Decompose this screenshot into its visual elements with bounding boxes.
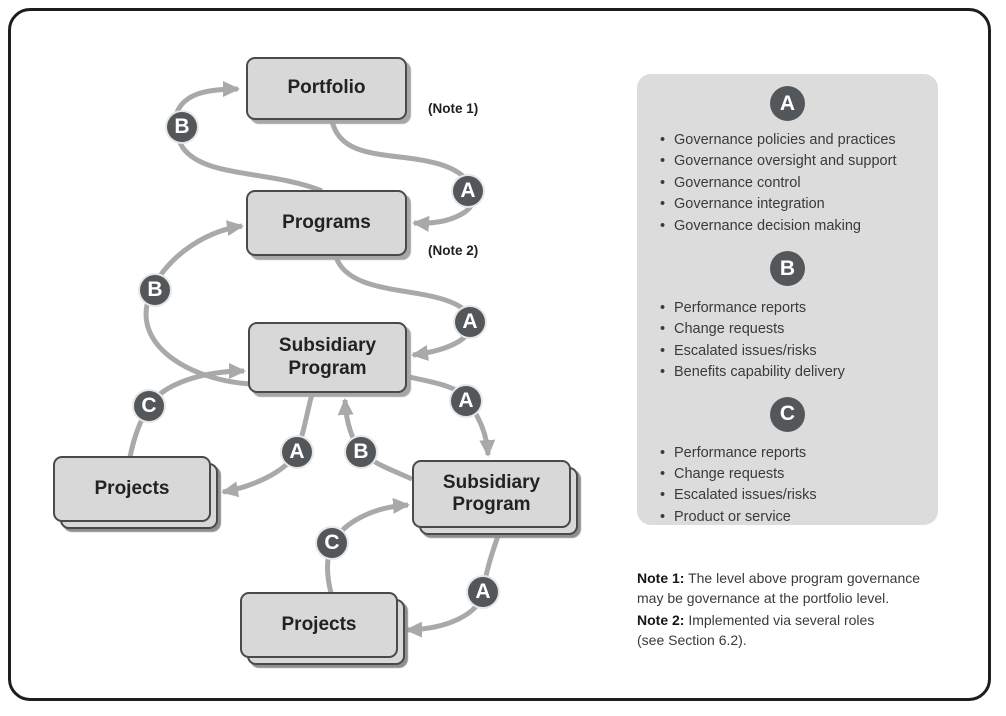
connector-label-b1: B — [165, 110, 199, 144]
legend-section-c — [637, 397, 938, 529]
legend-item: • Governance integration — [637, 194, 938, 215]
legend-list-b — [637, 298, 938, 384]
legend-item: • Governance policies and practices — [637, 130, 938, 151]
legend-item: • Escalated issues/risks — [637, 341, 938, 362]
note-1-line1: The level above program governance — [688, 570, 921, 586]
legend-item: • Performance reports — [637, 298, 938, 319]
node-programs: Programs — [246, 190, 407, 256]
legend-list-a — [637, 130, 938, 237]
note-2-label: Note 2: — [637, 612, 685, 628]
node-subsidiary-program-1: Subsidiary Program — [248, 322, 407, 393]
connector-label-a3: A — [449, 384, 483, 418]
legend-item: • Governance decision making — [637, 216, 938, 237]
connector-label-a1: A — [451, 174, 485, 208]
legend-section-b — [637, 251, 938, 384]
note2-reference: (Note 2) — [428, 243, 479, 258]
legend-item: • Change requests — [637, 464, 938, 485]
legend-panel — [637, 74, 938, 525]
connector-label-c1: C — [132, 389, 166, 423]
note-2-line1: Implemented via several roles — [688, 612, 875, 628]
legend-item: • Governance oversight and support — [637, 151, 938, 172]
connector-label-c2: C — [315, 526, 349, 560]
node-portfolio: Portfolio — [246, 57, 407, 120]
legend-badge-b: B — [770, 251, 805, 286]
legend-item: • Change requests — [637, 319, 938, 340]
node-subsidiary-program-2: Subsidiary Program — [412, 460, 571, 528]
legend-section-a — [637, 86, 938, 237]
note-1-label: Note 1: — [637, 570, 685, 586]
note-1 — [637, 569, 949, 608]
node-projects-1: Projects — [53, 456, 211, 522]
legend-item: • Performance reports — [637, 443, 938, 464]
connector-label-a2: A — [453, 305, 487, 339]
note-2 — [637, 611, 949, 650]
legend-list-c — [637, 443, 938, 529]
legend-item: • Product or service — [637, 507, 938, 528]
legend-item: • Governance control — [637, 173, 938, 194]
legend-badge-c: C — [770, 397, 805, 432]
legend-badge-a: A — [770, 86, 805, 121]
connector-label-a4: A — [280, 435, 314, 469]
legend-item: • Benefits capability delivery — [637, 362, 938, 383]
connector-label-b2: B — [138, 273, 172, 307]
note-1-line2: may be governance at the portfolio level. — [637, 589, 890, 606]
note-2-line2: (see Section 6.2). — [637, 631, 747, 648]
legend-item: • Escalated issues/risks — [637, 485, 938, 506]
connector-label-b3: B — [344, 435, 378, 469]
connector-label-a5: A — [466, 575, 500, 609]
node-projects-2: Projects — [240, 592, 398, 658]
note1-reference: (Note 1) — [428, 101, 479, 116]
